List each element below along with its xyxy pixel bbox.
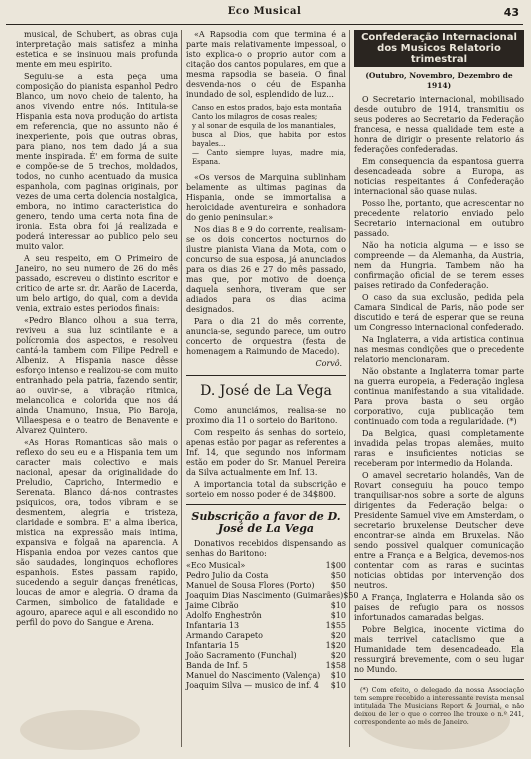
paragraph: O Secretario internacional, mobilisado desde outubro de 1914, transmitiu os seus poderes ao Secretario da Federação francesa, e nessa qualidade tem este a honra de dirigir o presente relatorio ás federações confederadas. [354, 95, 524, 154]
donor-amount: $20 [330, 631, 346, 640]
verse-line: Canso en estos prados, bajo esta montaña [192, 104, 342, 112]
donor-name: Joaquim Silva — musico de inf. 4 [186, 681, 319, 690]
paragraph: «A Rapsodia com que termina é a parte mais relativamente impessoal, o isto explica-o o proprio autor com a citação dos cantos populares, em que a mesma rapsodia se baseia. O final desvenda-nos o céu de Espanha inundado de sol, esplendido de luz... [186, 30, 346, 99]
donor-amount: $10 [330, 611, 346, 620]
section-rule [186, 504, 346, 505]
donor-name: Infantaria 15 [186, 641, 240, 650]
donor-amount: 1$00 [325, 561, 346, 570]
paragraph: Da Belgica, quasi completamente invadida pelas tropas alemães, muito raras e insuficientes noticias se receberam por intermedio da Holanda. [354, 429, 524, 468]
donor-row [186, 631, 346, 641]
section-rule [186, 375, 346, 376]
donor-row [186, 581, 346, 591]
donor-row [186, 651, 346, 661]
donor-name: Banda de Inf. 5 [186, 661, 248, 670]
donor-row [186, 641, 346, 651]
donor-amount: $50 [330, 571, 346, 580]
section-title: D. José de La Vega [200, 383, 332, 399]
donor-amount: $10 [330, 671, 346, 680]
donor-row [186, 661, 346, 671]
article-heading: Confederação Internacional dos Musicos Relatorio trimestral [354, 30, 524, 67]
donor-row [186, 571, 346, 581]
paragraph: Na Inglaterra, a vida artistica continua nas mesmas condições que o precedente relatorio mencionaram. [354, 335, 524, 364]
paragraph: Donativos recebidos dispensando as senhas do Baritono: [186, 539, 346, 558]
masthead-title: Eco Musical [227, 6, 302, 17]
paragraph: Não ha noticia alguma — e isso se compreende — da Alemanha, da Austria, nem da Hungria. Tambem não ha confirmação oficial de se terem esses paises retirado da Confederação. [354, 241, 524, 290]
paragraph: Nos dias 8 e 9 do corrente, realisam-se os dois concertos nocturnos do ilustre pianista Viana da Mota, com o concurso de sua esposa, já anunciados para os dias 26 e 27 do mês passado, mas que, por motivo de doença daquela senhora, tiveram que ser adiados para os dias acima designados. [186, 225, 346, 314]
paragraph: O caso da sua exclusão, pedida pela Camara Sindical de Paris, não pode ser discutido e terá de esperar que se reuna um Congresso internacional confederado. [354, 293, 524, 332]
verse-line: — Canto siempre luyas, madre mia, Espana. [192, 149, 346, 166]
donor-name: «Eco Musical» [186, 561, 246, 570]
paragraph: Com respeito ás senhas do sorteio, apenas estão por pagar as referentes a Inf. 14, que segundo nos informam estão em poder do Sr. Manuel Pereira da Silva actualmente em Inf. 13. [186, 428, 346, 477]
column-divider [181, 30, 182, 747]
paragraph: A seu respeito, em O Primeiro de Janeiro, no seu numero de 26 do mês passado, escreveu o distinto escritor e critico de arte sr. dr. Aarão de Lacerda, um belo artigo, do qual, com a devida venia, extraio estes periodos finais: [16, 254, 178, 313]
donor-amount: $50 [343, 591, 359, 600]
article-date: (Outubro, Novembro, Dezembro de 1914) [365, 71, 513, 90]
donor-name: Pedro Julio da Costa [186, 571, 269, 580]
donor-amount: 1$20 [325, 641, 346, 650]
paragraph: «Pedro Blanco olhou a sua terra, reviveu a sua luz scintilante e a polícromia dos aspectos, e resolveu cantá-la tambem com Filipe Pedrell e Albeniz. A Hispania nasce dêsse esforço intenso e realizou-se com muito entranhado pela patria, fazendo sentir, ao ouvir-se, a vibração ritmica, melancolica e colorida que nos dá ainda Unamuno, Insua, Pio Baroja, Villaespesa e o teatro de Benavente e Alvarez Quintero. [16, 316, 178, 435]
donor-amount: $10 [330, 601, 346, 610]
footnote: (*) Com efeito, o delegado da nossa Associação tem sempre recebido a interessante revista mensal intitulada The Musicians Report & Journal, e não deixou de ler o que o correo lhe trouxe o n.º 241, correspondente ao mês de Janeiro. [354, 686, 524, 726]
author-signature: Corvô. [315, 359, 342, 368]
subscription-title: Subscrição a favor de D. José de La Vega [191, 510, 341, 535]
donor-name: Infantaria 13 [186, 621, 240, 630]
paragraph: Como anunciámos, realisa-se no proximo dia 11 o sorteio do Baritono. [186, 406, 346, 425]
paragraph: «As Horas Romanticas são mais o reflexo do seu eu e a Hispania tem um caracter mais colectivo e mais nacional, apesar da originalidade do Preludio, Capricho, Intermedio e Serenata. Blanco dá-nos contrastes psiquicos, ora, todos vibram e se desmentem, alegria e tristeza, claridade e sombra. E' a alma iberica, mistica na expressão mais intima, expansiva e folgaã na aparencia. A Hispania endoa por vezes cantos que são saudades, longinquos echoflores espanhois. Estes passam rapido, sucedendo a seguir danças frenéticas, loucas de amor e alegria. O drama da Carmen, simbolico de fatalidade e agouro, aparece aqui e ali escondido no perfil do povo do Sangue e Arena. [16, 438, 178, 627]
paragraph: «Os versos de Marquina sublinham belamente as ultimas paginas da Hispania, onde se immortalisa a heroicidade aventureira e sonhadora do genio peninsular.» [186, 173, 346, 222]
donor-amount: $20 [330, 651, 346, 660]
donor-row [186, 681, 346, 691]
page-header [6, 4, 523, 26]
donor-name: João Sacramento (Funchal) [186, 651, 297, 660]
paragraph: Pobre Belgica, inocente victima do mais terrivel cataclismo que a Humanidade tem desencadeado. Ela ressurgirá brevemente, com o seu lugar no Mundo. [354, 625, 524, 674]
donor-row [186, 611, 346, 621]
donor-row [186, 621, 346, 631]
article-body [354, 95, 524, 675]
column-1 [16, 30, 178, 749]
verse-line: Canto los milagros de cosas reales; [192, 113, 318, 121]
donor-name: Armando Carapeto [186, 631, 263, 640]
donor-list [186, 561, 359, 691]
page-number: 43 [503, 6, 519, 19]
donor-name: Adolfo Enghestrôn [186, 611, 262, 620]
paragraph: Posso lhe, portanto, que acrescentar no precedente relatorio enviado pelo Secretario internacional em outubro passado. [354, 199, 524, 238]
verse-line: y al sonar de esquila de los manantiales, [192, 122, 336, 130]
donor-row [186, 601, 346, 611]
header-rule [6, 24, 523, 25]
paragraph: Para o dia 21 do mês corrente, anuncia-se, segundo parece, um outro concerto de orquestra (festa de homenagem a Raimundo de Macedo). [186, 317, 346, 356]
column-divider [349, 30, 350, 747]
donor-row [186, 561, 346, 571]
donor-amount: 1$55 [325, 621, 346, 630]
paragraph: musical, de Schubert, as obras cuja interpretação mais satisfez a minha estetica e se insinuou mais profunda mente em meu espirito. [16, 30, 178, 69]
donor-name: Manuel de Sousa Flores (Porto) [186, 581, 315, 590]
column-2 [186, 30, 359, 749]
verse-line: busca al Dios, que habita por estos bayales... [192, 131, 346, 148]
verse-quote [192, 104, 346, 167]
donor-amount: $50 [330, 581, 346, 590]
donor-name: Manuel do Nascimento (Valença) [186, 671, 321, 680]
footnote-rule [354, 679, 524, 680]
donor-row [186, 591, 359, 601]
donor-name: Joaquim Dias Nascimento (Guimarães) [186, 591, 344, 600]
paragraph: Não obstante a Inglaterra tomar parte na guerra europeia, a Federação inglesa continua manifestando a sua vitalidade. Para prova basta o seu orgão corporativo, cuja publicação tem continuado com toda a regularidade. (*) [354, 367, 524, 426]
donor-row [186, 671, 346, 681]
paragraph: Em consequencia da espantosa guerra desencadeada sobre a Europa, as noticias respeitantes á Confederação internacional são quase nulas. [354, 157, 524, 196]
paragraph: A França, Inglaterra e Holanda são os paises de refugio para os nossos infortunados camaradas belgas. [354, 593, 524, 622]
donor-name: Jaime Cibrão [186, 601, 239, 610]
paragraph: A importancia total da subscrição e sorteio em nosso poder é de 34$800. [186, 480, 346, 499]
paragraph: O amavel secretario holandês, Van de Rovart conseguiu ha pouco tempo tranquilisar-nos sobre a sorte de alguns dirigentes da Federação belga: o Presidente Samuel vive em Amsterdam, o secretario bruxelense Deutscher deve encontrar-se ainda em Bruxelas. Não sendo possivel qualquer comunicação entre a França e a Belgica, devemos-nos contentar com as raras e sucintas noticias obtidas por intervenção dos neutros. [354, 471, 524, 590]
column-3 [354, 30, 524, 749]
paragraph: Seguiu-se a esta peça uma composição do pianista espanhol Pedro Blanco, um novo cheio de talento, ha anos vivendo entre nós. Intitula-se Hispania esta nova produção do artista em referencia, que no assunto não é inexperiente, pois que outras obras, para piano, nos tem dado já a sua mente inspirada. É' em forma de suite e compõe-se de 5 trechos, moldados, todos, no cunho acentuado da musica espanhola, com paginas originais, por vezes de uma certa dolencia nostalgica, embora, no intimo caracteristica do genero, tendo uma certa nota fina de ironia. Esta obra foi já realizada e poderá interessar ao publico pelo seu muito valor. [16, 72, 178, 251]
donor-amount: 1$58 [325, 661, 346, 670]
donor-amount: $10 [330, 681, 346, 690]
